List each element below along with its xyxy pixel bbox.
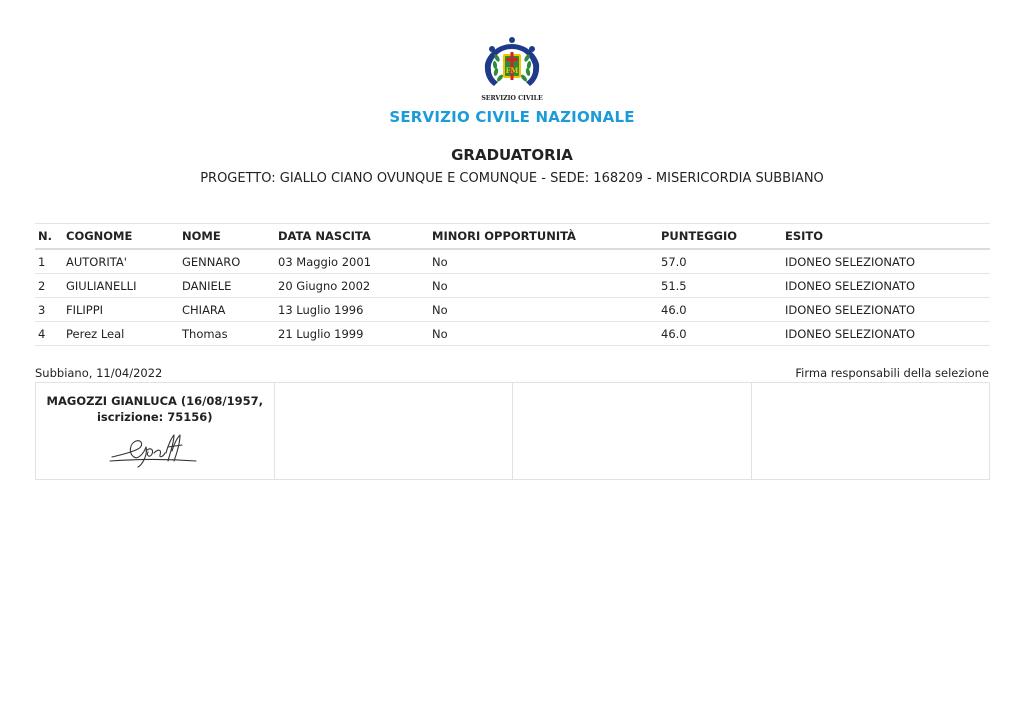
- signer-name: [36, 393, 274, 425]
- column-header-cognome: COGNOME: [63, 224, 179, 250]
- column-header-data-nascita: DATA NASCITA: [275, 224, 429, 250]
- cell-cognome: FILIPPI: [63, 298, 179, 322]
- cell-cognome: AUTORITA': [63, 249, 179, 274]
- table-row: [35, 322, 990, 346]
- logo-lettering: SERVIZIO CIVILE: [481, 95, 543, 102]
- column-header-minori-opportunita: MINORI OPPORTUNITÀ: [429, 224, 658, 250]
- table-header-row: [35, 224, 990, 250]
- signature-cell: [36, 383, 275, 479]
- cell-data-nascita: 21 Luglio 1999: [275, 322, 429, 346]
- cell-nome: DANIELE: [179, 274, 275, 298]
- cell-data-nascita: 20 Giugno 2002: [275, 274, 429, 298]
- cell-minori-opportunita: No: [429, 274, 658, 298]
- place-date: Subbiano, 11/04/2022: [35, 366, 163, 380]
- cell-nome: Thomas: [179, 322, 275, 346]
- emblem-icon: [470, 34, 554, 104]
- cell-n: 2: [35, 274, 63, 298]
- cell-data-nascita: 03 Maggio 2001: [275, 249, 429, 274]
- column-header-punteggio: PUNTEGGIO: [658, 224, 782, 250]
- cell-n: 1: [35, 249, 63, 274]
- page-title: GRADUATORIA: [451, 146, 573, 164]
- cell-cognome: GIULIANELLI: [63, 274, 179, 298]
- cell-esito: IDONEO SELEZIONATO: [782, 274, 990, 298]
- project-line: PROGETTO: GIALLO CIANO OVUNQUE E COMUNQUE - SEDE: 168209 - MISERICORDIA SUBBIANO: [200, 171, 824, 186]
- cell-minori-opportunita: No: [429, 249, 658, 274]
- column-header-nome: NOME: [179, 224, 275, 250]
- cell-punteggio: 46.0: [658, 322, 782, 346]
- column-header-esito: ESITO: [782, 224, 990, 250]
- servizio-civile-logo: [470, 34, 554, 104]
- cell-esito: IDONEO SELEZIONATO: [782, 249, 990, 274]
- org-title: SERVIZIO CIVILE NAZIONALE: [389, 108, 635, 126]
- table-row: [35, 298, 990, 322]
- cell-esito: IDONEO SELEZIONATO: [782, 298, 990, 322]
- signature-table: [35, 382, 990, 480]
- signature-cell-empty: [275, 383, 514, 479]
- cell-esito: IDONEO SELEZIONATO: [782, 322, 990, 346]
- signature-cell-empty: [513, 383, 752, 479]
- table-row: [35, 274, 990, 298]
- cell-punteggio: 51.5: [658, 274, 782, 298]
- cell-punteggio: 57.0: [658, 249, 782, 274]
- ranking-table: [35, 223, 990, 346]
- signatures-label: Firma responsabili della selezione: [795, 366, 989, 380]
- cell-data-nascita: 13 Luglio 1996: [275, 298, 429, 322]
- signer-registration-line: iscrizione: 75156): [96, 410, 213, 424]
- column-header-n: N.: [35, 224, 63, 250]
- cell-nome: GENNARO: [179, 249, 275, 274]
- handwritten-signature-icon: [108, 431, 200, 471]
- cell-punteggio: 46.0: [658, 298, 782, 322]
- svg-text:FM: FM: [505, 66, 519, 75]
- cell-minori-opportunita: No: [429, 322, 658, 346]
- signer-name-line: MAGOZZI GIANLUCA (16/08/1957,: [46, 394, 263, 408]
- cell-minori-opportunita: No: [429, 298, 658, 322]
- cell-n: 3: [35, 298, 63, 322]
- cell-nome: CHIARA: [179, 298, 275, 322]
- table-row: [35, 249, 990, 274]
- signature-cell-empty: [752, 383, 990, 479]
- cell-n: 4: [35, 322, 63, 346]
- cell-cognome: Perez Leal: [63, 322, 179, 346]
